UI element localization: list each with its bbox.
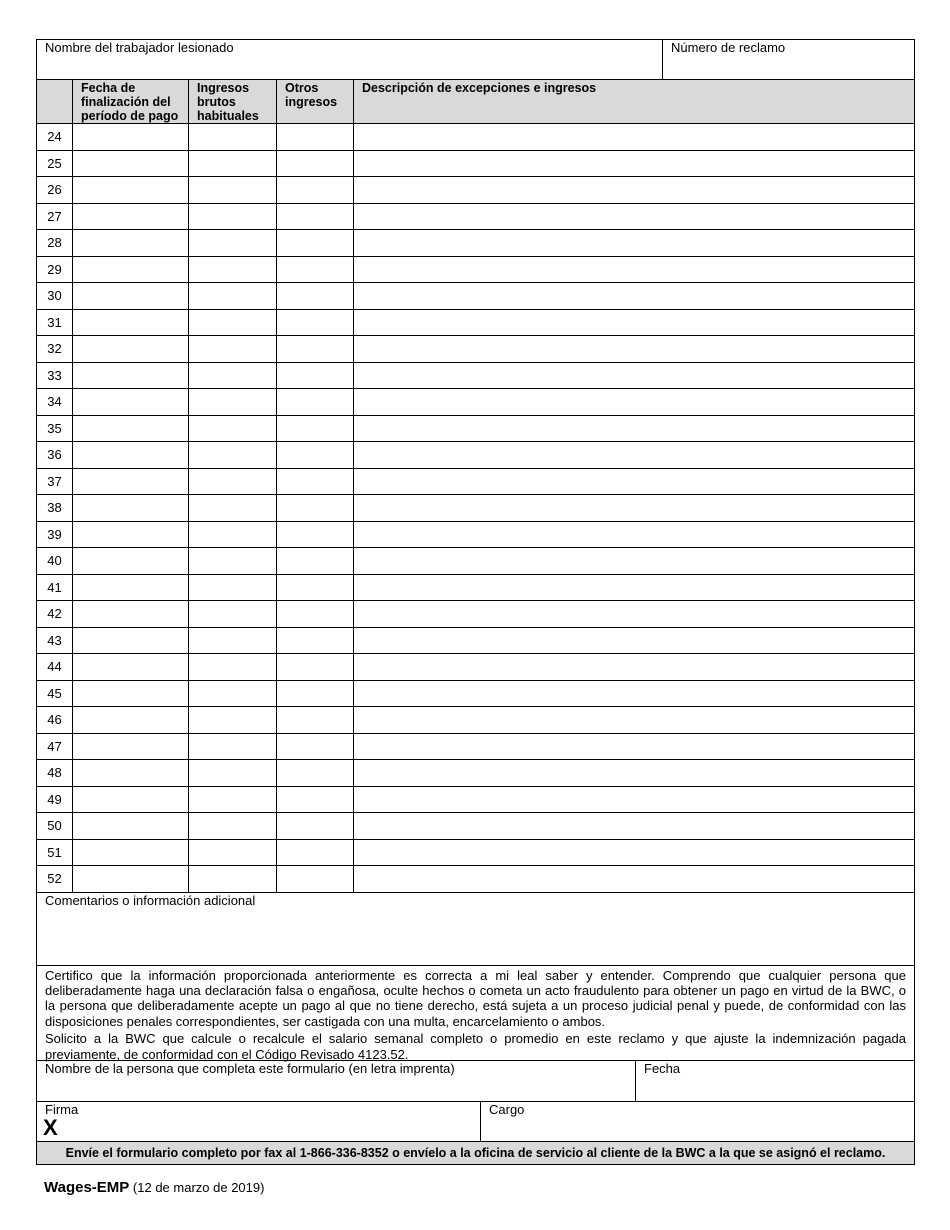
description-cell[interactable] bbox=[354, 256, 915, 283]
table-row bbox=[37, 786, 915, 813]
pay-period-end-cell[interactable] bbox=[73, 786, 189, 813]
pay-period-end-cell[interactable] bbox=[73, 442, 189, 469]
table-row bbox=[37, 150, 915, 177]
pay-period-end-cell[interactable] bbox=[73, 256, 189, 283]
row-number: 40 bbox=[37, 548, 73, 575]
preparer-name-label: Nombre de la persona que completa este formulario (en letra imprenta) bbox=[45, 1060, 455, 1076]
table-row bbox=[37, 309, 915, 336]
description-cell[interactable] bbox=[354, 866, 915, 893]
table-row bbox=[37, 760, 915, 787]
header-fields bbox=[36, 39, 915, 80]
other-income-cell[interactable] bbox=[277, 548, 354, 575]
description-cell[interactable] bbox=[354, 654, 915, 681]
gross-earnings-cell[interactable] bbox=[189, 256, 277, 283]
row-number: 46 bbox=[37, 707, 73, 734]
gross-earnings-cell[interactable] bbox=[189, 283, 277, 310]
description-cell[interactable] bbox=[354, 362, 915, 389]
description-cell[interactable] bbox=[354, 309, 915, 336]
signature-field[interactable] bbox=[37, 1102, 481, 1141]
gross-earnings-cell[interactable] bbox=[189, 415, 277, 442]
gross-earnings-cell[interactable] bbox=[189, 760, 277, 787]
description-cell[interactable] bbox=[354, 415, 915, 442]
description-cell[interactable] bbox=[354, 203, 915, 230]
other-income-cell[interactable] bbox=[277, 627, 354, 654]
pay-period-end-cell[interactable] bbox=[73, 336, 189, 363]
description-cell[interactable] bbox=[354, 389, 915, 416]
table-row bbox=[37, 256, 915, 283]
pay-period-end-cell[interactable] bbox=[73, 177, 189, 204]
row-number: 31 bbox=[37, 309, 73, 336]
table-row bbox=[37, 521, 915, 548]
description-cell[interactable] bbox=[354, 574, 915, 601]
row-number-header bbox=[37, 80, 73, 124]
row-number: 38 bbox=[37, 495, 73, 522]
other-income-cell[interactable] bbox=[277, 415, 354, 442]
pay-period-end-cell[interactable] bbox=[73, 283, 189, 310]
row-number: 42 bbox=[37, 601, 73, 628]
table-row bbox=[37, 866, 915, 893]
gross-earnings-cell[interactable] bbox=[189, 601, 277, 628]
pay-period-end-header: Fecha de finalización del período de pago bbox=[73, 80, 189, 124]
pay-period-end-cell[interactable] bbox=[73, 389, 189, 416]
row-number: 30 bbox=[37, 283, 73, 310]
date-field[interactable] bbox=[636, 1061, 914, 1101]
table-row bbox=[37, 680, 915, 707]
gross-earnings-cell[interactable] bbox=[189, 866, 277, 893]
gross-earnings-cell[interactable] bbox=[189, 654, 277, 681]
row-number: 36 bbox=[37, 442, 73, 469]
row-number: 24 bbox=[37, 124, 73, 151]
certification-text bbox=[36, 965, 915, 1061]
table-row bbox=[37, 733, 915, 760]
other-income-cell[interactable] bbox=[277, 468, 354, 495]
gross-earnings-cell[interactable] bbox=[189, 230, 277, 257]
table-row bbox=[37, 627, 915, 654]
row-number: 35 bbox=[37, 415, 73, 442]
description-cell[interactable] bbox=[354, 177, 915, 204]
other-income-cell[interactable] bbox=[277, 309, 354, 336]
gross-earnings-cell[interactable] bbox=[189, 150, 277, 177]
pay-period-end-cell[interactable] bbox=[73, 654, 189, 681]
preparer-name-field[interactable] bbox=[37, 1061, 636, 1101]
gross-earnings-cell[interactable] bbox=[189, 203, 277, 230]
row-number: 37 bbox=[37, 468, 73, 495]
pay-period-end-cell[interactable] bbox=[73, 601, 189, 628]
pay-period-end-cell[interactable] bbox=[73, 813, 189, 840]
pay-period-end-cell[interactable] bbox=[73, 733, 189, 760]
description-cell[interactable] bbox=[354, 230, 915, 257]
other-income-cell[interactable] bbox=[277, 733, 354, 760]
pay-period-end-cell[interactable] bbox=[73, 866, 189, 893]
other-income-cell[interactable] bbox=[277, 124, 354, 151]
pay-period-end-cell[interactable] bbox=[73, 495, 189, 522]
other-income-cell[interactable] bbox=[277, 839, 354, 866]
pay-period-end-cell[interactable] bbox=[73, 309, 189, 336]
gross-earnings-cell[interactable] bbox=[189, 495, 277, 522]
form-id bbox=[44, 1179, 264, 1196]
table-row bbox=[37, 468, 915, 495]
other-income-cell[interactable] bbox=[277, 654, 354, 681]
row-number: 51 bbox=[37, 839, 73, 866]
pay-period-end-cell[interactable] bbox=[73, 627, 189, 654]
pay-period-end-cell[interactable] bbox=[73, 203, 189, 230]
row-number: 28 bbox=[37, 230, 73, 257]
other-income-cell[interactable] bbox=[277, 760, 354, 787]
table-row bbox=[37, 124, 915, 151]
gross-earnings-cell[interactable] bbox=[189, 362, 277, 389]
pay-period-end-cell[interactable] bbox=[73, 760, 189, 787]
other-income-header: Otros ingresos bbox=[277, 80, 354, 124]
other-income-cell[interactable] bbox=[277, 336, 354, 363]
comments-label: Comentarios o información adicional bbox=[45, 892, 256, 908]
signature-x-mark: X bbox=[43, 1114, 58, 1140]
worker-name-field[interactable] bbox=[37, 40, 663, 79]
other-income-cell[interactable] bbox=[277, 283, 354, 310]
gross-earnings-cell[interactable] bbox=[189, 124, 277, 151]
other-income-cell[interactable] bbox=[277, 521, 354, 548]
pay-period-end-cell[interactable] bbox=[73, 839, 189, 866]
description-cell[interactable] bbox=[354, 495, 915, 522]
row-number: 48 bbox=[37, 760, 73, 787]
gross-earnings-cell[interactable] bbox=[189, 309, 277, 336]
title-field[interactable] bbox=[481, 1102, 914, 1141]
table-row bbox=[37, 548, 915, 575]
row-number: 47 bbox=[37, 733, 73, 760]
row-number: 52 bbox=[37, 866, 73, 893]
gross-earnings-cell[interactable] bbox=[189, 548, 277, 575]
description-cell[interactable] bbox=[354, 468, 915, 495]
row-number: 49 bbox=[37, 786, 73, 813]
table-row bbox=[37, 839, 915, 866]
table-row bbox=[37, 654, 915, 681]
pay-period-end-cell[interactable] bbox=[73, 362, 189, 389]
description-header: Descripción de excepciones e ingresos bbox=[354, 80, 915, 124]
fax-instruction: Envíe el formulario completo por fax al 1-866-336-8352 o envíelo a la oficina de servicio al cliente de la BWC a la que se asignó el reclamo. bbox=[36, 1141, 915, 1165]
gross-earnings-cell[interactable] bbox=[189, 680, 277, 707]
other-income-cell[interactable] bbox=[277, 786, 354, 813]
table-row bbox=[37, 601, 915, 628]
pay-period-end-cell[interactable] bbox=[73, 707, 189, 734]
description-cell[interactable] bbox=[354, 680, 915, 707]
gross-earnings-cell[interactable] bbox=[189, 336, 277, 363]
description-cell[interactable] bbox=[354, 733, 915, 760]
other-income-cell[interactable] bbox=[277, 256, 354, 283]
pay-period-end-cell[interactable] bbox=[73, 548, 189, 575]
other-income-cell[interactable] bbox=[277, 680, 354, 707]
table-row bbox=[37, 230, 915, 257]
claim-number-field[interactable] bbox=[663, 40, 914, 79]
gross-earnings-cell[interactable] bbox=[189, 442, 277, 469]
certification-paragraph-1: Certifico que la información proporcionada anteriormente es correcta a mi leal saber y entender. Comprendo que cualquier persona que deliberadamente haga una declaración falsa o engañosa, oculte hechos o cometa un acto fraudulento para obtener un pago en virtud de la BWC, o la persona que deliberadamente acepte un pago al que no tiene derecho, está sujeta a un proceso judicial penal y puede, de conformidad con las disposiciones penales correspondientes, ser castigada con una multa, encarcelamiento o ambos. bbox=[45, 967, 906, 1029]
description-cell[interactable] bbox=[354, 283, 915, 310]
table-row bbox=[37, 203, 915, 230]
table-row bbox=[37, 389, 915, 416]
other-income-cell[interactable] bbox=[277, 203, 354, 230]
row-number: 32 bbox=[37, 336, 73, 363]
table-row bbox=[37, 336, 915, 363]
wages-table bbox=[36, 79, 915, 893]
table-row bbox=[37, 442, 915, 469]
signature-row bbox=[36, 1101, 915, 1142]
gross-earnings-cell[interactable] bbox=[189, 468, 277, 495]
row-number: 44 bbox=[37, 654, 73, 681]
description-cell[interactable] bbox=[354, 442, 915, 469]
description-cell[interactable] bbox=[354, 760, 915, 787]
pay-period-end-cell[interactable] bbox=[73, 230, 189, 257]
description-cell[interactable] bbox=[354, 627, 915, 654]
description-cell[interactable] bbox=[354, 336, 915, 363]
table-row bbox=[37, 574, 915, 601]
form-code: Wages-EMP bbox=[44, 1179, 130, 1196]
pay-period-end-cell[interactable] bbox=[73, 680, 189, 707]
row-number: 41 bbox=[37, 574, 73, 601]
other-income-cell[interactable] bbox=[277, 813, 354, 840]
gross-earnings-cell[interactable] bbox=[189, 574, 277, 601]
comments-field[interactable] bbox=[36, 892, 915, 966]
other-income-cell[interactable] bbox=[277, 707, 354, 734]
description-cell[interactable] bbox=[354, 839, 915, 866]
table-row bbox=[37, 495, 915, 522]
gross-earnings-cell[interactable] bbox=[189, 707, 277, 734]
other-income-cell[interactable] bbox=[277, 150, 354, 177]
pay-period-end-cell[interactable] bbox=[73, 468, 189, 495]
row-number: 45 bbox=[37, 680, 73, 707]
certification-paragraph-2: Solicito a la BWC que calcule o recalcule el salario semanal completo o promedio en este reclamo y que ajuste la indemnización pagada previamente, de conformidad con el Código Revisado 4123.52. bbox=[45, 1031, 906, 1062]
row-number: 33 bbox=[37, 362, 73, 389]
signature-label: Firma bbox=[45, 1101, 79, 1117]
form-date: (12 de marzo de 2019) bbox=[132, 1180, 265, 1195]
other-income-cell[interactable] bbox=[277, 601, 354, 628]
row-number: 25 bbox=[37, 150, 73, 177]
other-income-cell[interactable] bbox=[277, 866, 354, 893]
worker-name-label: Nombre del trabajador lesionado bbox=[45, 40, 234, 55]
description-cell[interactable] bbox=[354, 521, 915, 548]
gross-earnings-cell[interactable] bbox=[189, 786, 277, 813]
description-cell[interactable] bbox=[354, 150, 915, 177]
description-cell[interactable] bbox=[354, 813, 915, 840]
description-cell[interactable] bbox=[354, 786, 915, 813]
description-cell[interactable] bbox=[354, 707, 915, 734]
other-income-cell[interactable] bbox=[277, 495, 354, 522]
pay-period-end-cell[interactable] bbox=[73, 415, 189, 442]
other-income-cell[interactable] bbox=[277, 574, 354, 601]
table-row bbox=[37, 813, 915, 840]
other-income-cell[interactable] bbox=[277, 362, 354, 389]
row-number: 26 bbox=[37, 177, 73, 204]
row-number: 29 bbox=[37, 256, 73, 283]
description-cell[interactable] bbox=[354, 124, 915, 151]
gross-earnings-cell[interactable] bbox=[189, 177, 277, 204]
row-number: 39 bbox=[37, 521, 73, 548]
pay-period-end-cell[interactable] bbox=[73, 521, 189, 548]
pay-period-end-cell[interactable] bbox=[73, 150, 189, 177]
row-number: 27 bbox=[37, 203, 73, 230]
row-number: 50 bbox=[37, 813, 73, 840]
gross-earnings-cell[interactable] bbox=[189, 521, 277, 548]
gross-earnings-cell[interactable] bbox=[189, 627, 277, 654]
table-header-row bbox=[37, 80, 915, 124]
table-row bbox=[37, 707, 915, 734]
gross-earnings-cell[interactable] bbox=[189, 813, 277, 840]
description-cell[interactable] bbox=[354, 548, 915, 575]
table-row bbox=[37, 177, 915, 204]
description-cell[interactable] bbox=[354, 601, 915, 628]
gross-earnings-cell[interactable] bbox=[189, 733, 277, 760]
pay-period-end-cell[interactable] bbox=[73, 574, 189, 601]
table-row bbox=[37, 362, 915, 389]
claim-number-label: Número de reclamo bbox=[671, 40, 786, 55]
gross-earnings-header: Ingresos brutos habituales bbox=[189, 80, 277, 124]
wage-form bbox=[36, 39, 915, 1165]
table-row bbox=[37, 415, 915, 442]
gross-earnings-cell[interactable] bbox=[189, 839, 277, 866]
title-label: Cargo bbox=[489, 1101, 525, 1117]
other-income-cell[interactable] bbox=[277, 230, 354, 257]
table-row bbox=[37, 283, 915, 310]
other-income-cell[interactable] bbox=[277, 177, 354, 204]
other-income-cell[interactable] bbox=[277, 389, 354, 416]
date-label: Fecha bbox=[644, 1060, 681, 1076]
gross-earnings-cell[interactable] bbox=[189, 389, 277, 416]
row-number: 34 bbox=[37, 389, 73, 416]
preparer-row bbox=[36, 1060, 915, 1102]
pay-period-end-cell[interactable] bbox=[73, 124, 189, 151]
row-number: 43 bbox=[37, 627, 73, 654]
other-income-cell[interactable] bbox=[277, 442, 354, 469]
